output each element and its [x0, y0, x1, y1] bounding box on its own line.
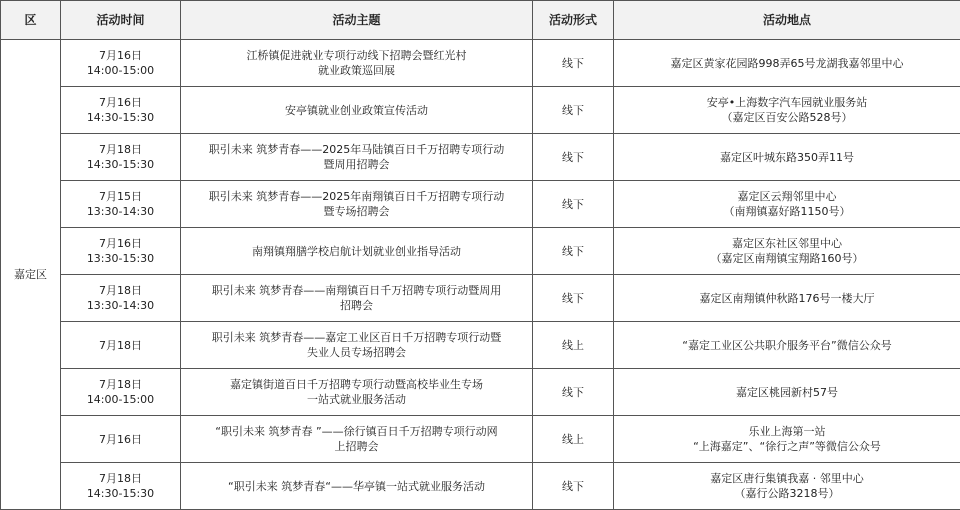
topic-line: 失业人员专场招聘会: [187, 345, 526, 360]
table-row: [1, 322, 960, 369]
topic-cell: [181, 228, 533, 275]
location-line: （嘉定区南翔镇宝翔路160号）: [618, 251, 956, 266]
format-cell: 线下: [533, 181, 614, 228]
activity-date: 7月16日: [65, 95, 176, 110]
header-topic: 活动主题: [181, 1, 533, 40]
topic-cell: [181, 369, 533, 416]
format-cell: 线下: [533, 40, 614, 87]
location-line: 嘉定区桃园新村57号: [618, 385, 956, 400]
activity-time: 14:00-15:00: [65, 63, 176, 78]
header-district: 区: [1, 1, 61, 40]
activity-time: 13:30-15:30: [65, 251, 176, 266]
format-cell: 线上: [533, 322, 614, 369]
location-cell: [614, 181, 960, 228]
header-location: 活动地点: [614, 1, 960, 40]
topic-cell: [181, 134, 533, 181]
location-line: 乐业上海第一站: [618, 424, 956, 439]
activity-time: 14:30-15:30: [65, 110, 176, 125]
time-cell: [61, 181, 181, 228]
topic-line: 职引未来 筑梦青春——2025年南翔镇百日千万招聘专项行动: [187, 189, 526, 204]
activity-date: 7月16日: [65, 432, 176, 447]
topic-line: 职引未来 筑梦青春——嘉定工业区百日千万招聘专项行动暨: [187, 330, 526, 345]
activity-time: 13:30-14:30: [65, 298, 176, 313]
topic-line: 嘉定镇街道百日千万招聘专项行动暨高校毕业生专场: [187, 377, 526, 392]
topic-line: 上招聘会: [187, 439, 526, 454]
time-cell: [61, 228, 181, 275]
table-row: [1, 463, 960, 510]
location-line: （南翔镇嘉好路1150号）: [618, 204, 956, 219]
time-cell: [61, 275, 181, 322]
topic-cell: [181, 87, 533, 134]
location-cell: [614, 134, 960, 181]
format-cell: 线下: [533, 463, 614, 510]
location-cell: [614, 228, 960, 275]
topic-cell: [181, 463, 533, 510]
activity-time: 14:30-15:30: [65, 157, 176, 172]
table-row: [1, 228, 960, 275]
header-format: 活动形式: [533, 1, 614, 40]
format-cell: 线下: [533, 134, 614, 181]
location-cell: [614, 369, 960, 416]
topic-line: “职引未来 筑梦青春“——华亭镇一站式就业服务活动: [187, 479, 526, 494]
format-cell: 线下: [533, 275, 614, 322]
location-line: 安亭•上海数字汽车园就业服务站: [618, 95, 956, 110]
location-line: 嘉定区唐行集镇我嘉 · 邻里中心: [618, 471, 956, 486]
activity-date: 7月16日: [65, 48, 176, 63]
activity-date: 7月18日: [65, 142, 176, 157]
topic-line: 暨专场招聘会: [187, 204, 526, 219]
district-cell: 嘉定区: [1, 40, 61, 510]
table-row: [1, 87, 960, 134]
activity-date: 7月16日: [65, 236, 176, 251]
topic-cell: [181, 40, 533, 87]
location-cell: [614, 87, 960, 134]
time-cell: [61, 463, 181, 510]
activity-date: 7月18日: [65, 338, 176, 353]
topic-line: 招聘会: [187, 298, 526, 313]
topic-line: 暨周用招聘会: [187, 157, 526, 172]
location-line: 嘉定区黄家花园路998弄65号龙湖我嘉邻里中心: [618, 56, 956, 71]
table-row: [1, 275, 960, 322]
activity-date: 7月18日: [65, 283, 176, 298]
format-cell: 线下: [533, 87, 614, 134]
format-cell: 线下: [533, 228, 614, 275]
activity-date: 7月18日: [65, 471, 176, 486]
time-cell: [61, 87, 181, 134]
time-cell: [61, 369, 181, 416]
location-line: （嘉定区百安公路528号）: [618, 110, 956, 125]
topic-cell: [181, 181, 533, 228]
topic-cell: [181, 322, 533, 369]
location-line: 嘉定区叶城东路350弄11号: [618, 150, 956, 165]
table-row: [1, 416, 960, 463]
topic-cell: [181, 416, 533, 463]
location-line: 嘉定区云翔邻里中心: [618, 189, 956, 204]
activity-date: 7月15日: [65, 189, 176, 204]
time-cell: [61, 134, 181, 181]
location-line: 嘉定区东社区邻里中心: [618, 236, 956, 251]
topic-cell: [181, 275, 533, 322]
location-cell: [614, 416, 960, 463]
topic-line: 一站式就业服务活动: [187, 392, 526, 407]
table-row: [1, 134, 960, 181]
topic-line: 职引未来 筑梦青春——南翔镇百日千万招聘专项行动暨周用: [187, 283, 526, 298]
location-cell: [614, 40, 960, 87]
topic-line: 江桥镇促进就业专项行动线下招聘会暨红光村: [187, 48, 526, 63]
activity-time: 14:00-15:00: [65, 392, 176, 407]
location-line: “嘉定工业区公共职介服务平台”微信公众号: [618, 338, 956, 353]
activity-time: 14:30-15:30: [65, 486, 176, 501]
activity-time: 13:30-14:30: [65, 204, 176, 219]
format-cell: 线上: [533, 416, 614, 463]
table-row: [1, 40, 960, 87]
format-cell: 线下: [533, 369, 614, 416]
topic-line: “职引未来 筑梦青春 ”——徐行镇百日千万招聘专项行动网: [187, 424, 526, 439]
time-cell: [61, 416, 181, 463]
topic-line: 安亭镇就业创业政策宣传活动: [187, 103, 526, 118]
location-line: “上海嘉定”、“徐行之声”等微信公众号: [618, 439, 956, 454]
header-time: 活动时间: [61, 1, 181, 40]
time-cell: [61, 40, 181, 87]
location-line: 嘉定区南翔镇仲秋路176号一楼大厅: [618, 291, 956, 306]
header-row: [1, 1, 960, 40]
table-row: [1, 369, 960, 416]
activity-date: 7月18日: [65, 377, 176, 392]
location-cell: [614, 463, 960, 510]
location-cell: [614, 322, 960, 369]
topic-line: 南翔镇翔膳学校启航计划就业创业指导活动: [187, 244, 526, 259]
topic-line: 就业政策巡回展: [187, 63, 526, 78]
table-row: [1, 181, 960, 228]
topic-line: 职引未来 筑梦青春——2025年马陆镇百日千万招聘专项行动: [187, 142, 526, 157]
time-cell: [61, 322, 181, 369]
location-line: （嘉行公路3218号）: [618, 486, 956, 501]
location-cell: [614, 275, 960, 322]
